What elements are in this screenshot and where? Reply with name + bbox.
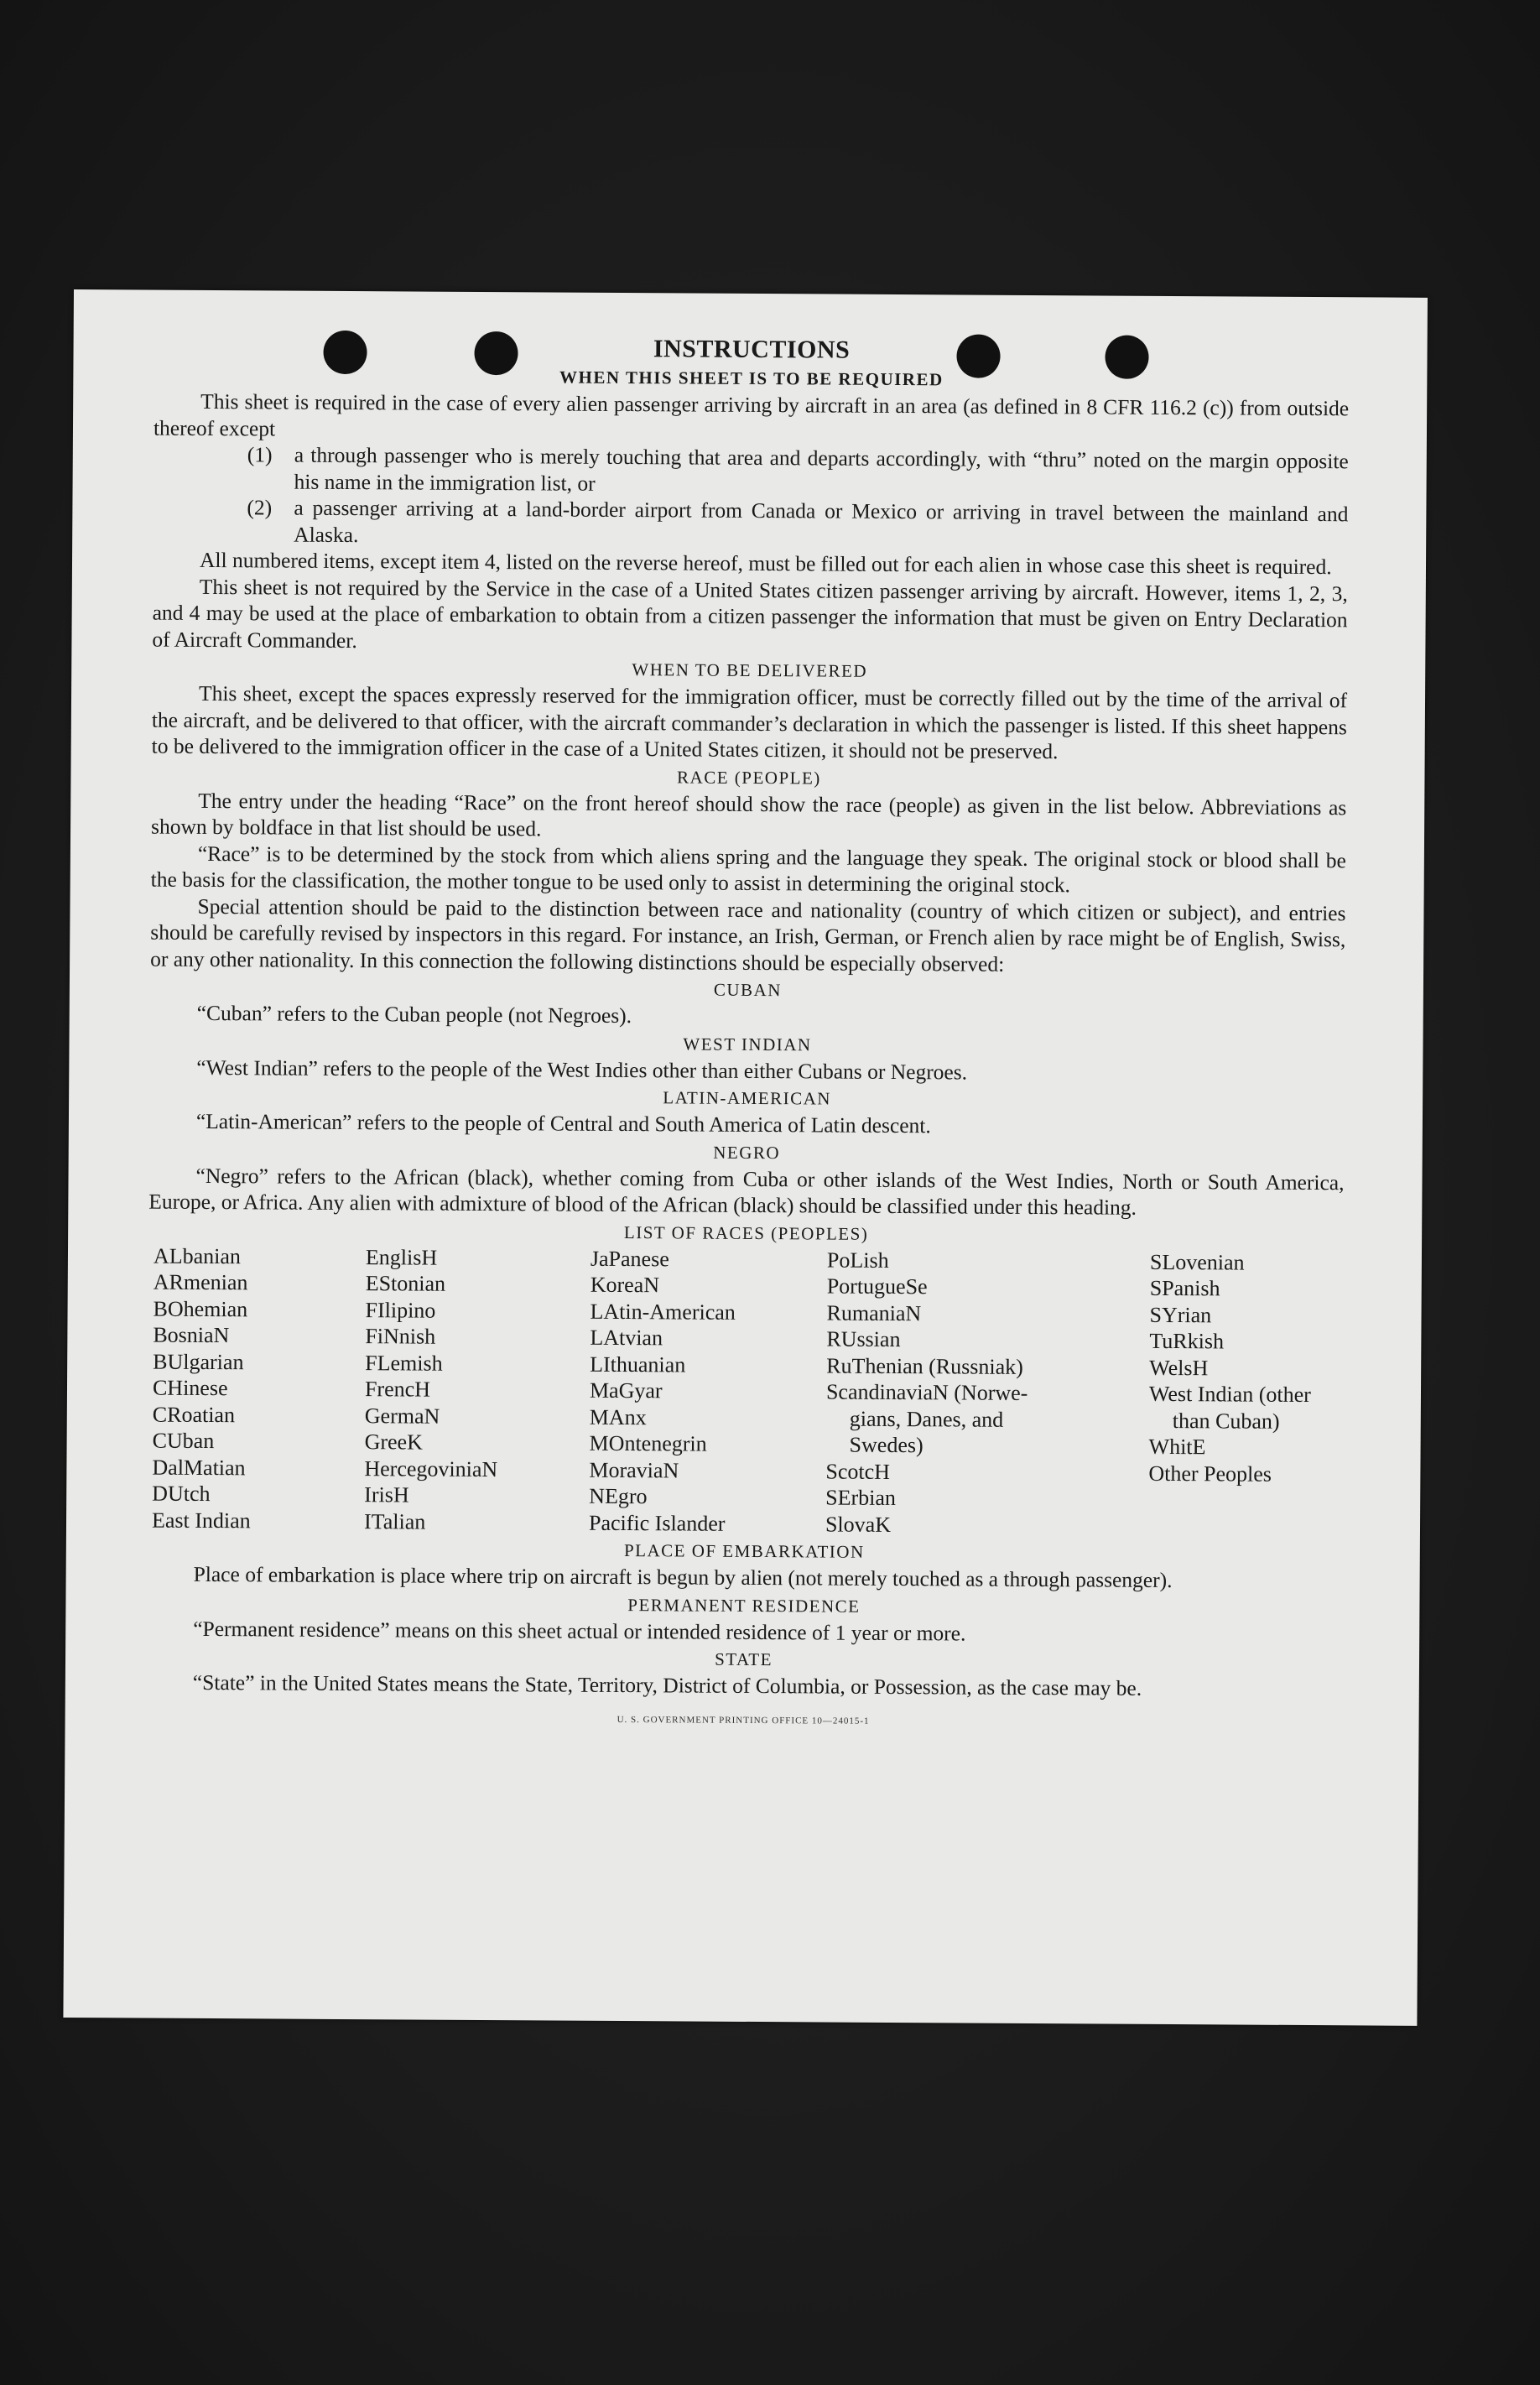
heading-state: STATE [715, 1648, 773, 1670]
paragraph-negro: “Negro” refers to the African (black), whether coming from Cuba or other islands of the West Indies, North or South America, Europe, or Africa. Any alien with admixture of blood of the African (black) should be classified under this heading. [148, 1163, 1345, 1220]
list-item [247, 494, 1348, 554]
race-entry: WhitE [1148, 1434, 1206, 1460]
heading-when-delivered: WHEN TO BE DELIVERED [632, 659, 868, 681]
heading-cuban: CUBAN [713, 979, 782, 1001]
race-entry: KoreaN [590, 1272, 660, 1298]
paragraph-embarkation: Place of embarkation is place where trip on aircraft is begun by alien (not merely touched as a through passenger). [193, 1561, 1173, 1593]
race-entry: TuRkish [1149, 1328, 1225, 1354]
race-entry: DalMatian [152, 1455, 246, 1480]
race-entry: MaGyar [589, 1377, 663, 1403]
race-entry: MAnx [589, 1404, 647, 1429]
race-entry: Other Peoples [1148, 1461, 1272, 1487]
list-item [247, 441, 1349, 501]
races-column [589, 1245, 827, 1537]
page-title: INSTRUCTIONS [653, 335, 851, 364]
race-entry: RumaniaN [826, 1300, 922, 1325]
item-number: (2) [247, 495, 273, 520]
paragraph-cuban: “Cuban” refers to the Cuban people (not Negroes). [196, 1000, 632, 1028]
race-entry: DUtch [152, 1481, 211, 1507]
heading-list-of-races: LIST OF RACES (PEOPLES) [623, 1221, 869, 1244]
paragraph-race-2: “Race” is to be determined by the stock from which aliens spring and the language they speak. The original stock or blood shall be the basis for the classification, the mother tongue to be used only to assist in determining the original stock. [150, 841, 1346, 898]
race-entry: FiNnish [365, 1324, 436, 1349]
race-entry: WelsH [1149, 1355, 1209, 1380]
printer-imprint: U. S. GOVERNMENT PRINTING OFFICE 10—24015-1 [617, 1714, 870, 1726]
race-entry: West Indian (other [1148, 1381, 1311, 1408]
races-column [1148, 1248, 1351, 1540]
race-entry: LAtin-American [590, 1299, 736, 1325]
race-entry: FrencH [364, 1377, 431, 1402]
race-entry: MoraviaN [589, 1457, 679, 1482]
paragraph-race-3: Special attention should be paid to the distinction between race and nationality (country of which citizen or subject), and entries should be carefully revised by inspectors in this regard. For instance, an Irish, German, or French alien by race might be of English, Swiss, or any other nationality. In this connection the following distinctions should be especially observed: [150, 893, 1346, 976]
race-entry: IrisH [364, 1482, 409, 1508]
race-entry: RuThenian (Russniak) [826, 1353, 1023, 1379]
item-text: a through passenger who is merely touching that area and departs accordingly, with “thru” noted on the margin opposite his name in the immigration list, or [294, 442, 1349, 496]
race-entry: EStonian [365, 1271, 446, 1296]
heading-west-indian: WEST INDIAN [683, 1033, 812, 1055]
heading-race: RACE (PEOPLE) [677, 766, 821, 788]
race-entry: Swedes) [849, 1432, 923, 1458]
race-entry: CHinese [152, 1375, 228, 1401]
race-entry: MOntenegrin [589, 1430, 707, 1456]
races-column [152, 1242, 366, 1534]
race-entry: FLemish [365, 1350, 443, 1376]
race-entry: FIlipino [365, 1297, 436, 1323]
race-entry: CUban [152, 1428, 215, 1454]
races-list [152, 1242, 1344, 1540]
race-entry: JaPanese [590, 1246, 669, 1271]
race-entry: SlovaK [825, 1512, 892, 1537]
race-entry: SLovenian [1149, 1249, 1245, 1275]
race-entry: ITalian [363, 1508, 426, 1534]
paragraph-citizen: This sheet is not required by the Service in the case of a United States citizen passenger arriving by aircraft. However, items 1, 2, 3, and 4 may be used at the place of embarkation to obtain from a citizen passenger the information that must be given on Entry Declaration of Aircraft Commander. [152, 574, 1348, 653]
race-entry: SPanish [1149, 1275, 1220, 1301]
race-entry: GermaN [364, 1403, 440, 1429]
race-entry: PortugueSe [826, 1273, 928, 1299]
race-entry: BosniaN [153, 1322, 230, 1348]
race-entry: ARmenian [153, 1269, 248, 1295]
paragraph-numbered-items: All numbered items, except item 4, listed on the reverse hereof, must be filled out for each alien in whose case this sheet is required. [199, 547, 1332, 580]
race-entry: BUlgarian [153, 1349, 244, 1374]
item-number: (1) [247, 442, 273, 467]
races-column [364, 1244, 591, 1536]
race-entry: GreeK [364, 1429, 423, 1455]
heading-residence: PERMANENT RESIDENCE [627, 1594, 861, 1617]
paragraph-west-indian: “West Indian” refers to the people of the West Indies other than either Cubans or Negroes. [196, 1055, 968, 1085]
race-entry: gians, Danes, and [849, 1406, 1004, 1432]
heading-when-required: WHEN THIS SHEET IS TO BE REQUIRED [559, 367, 944, 390]
paragraph-required-intro: This sheet is required in the case of every alien passenger arriving by aircraft in an area (as defined in 8 CFR 116.2 (c)) from outside thereof except [153, 388, 1350, 440]
race-entry: ALbanian [153, 1243, 242, 1268]
race-entry: PoLish [826, 1247, 889, 1273]
document-body [146, 332, 1350, 1738]
heading-embarkation: PLACE OF EMBARKATION [623, 1540, 865, 1562]
race-entry: ScotcH [825, 1459, 891, 1484]
race-entry: SYrian [1149, 1302, 1212, 1327]
race-entry: NEgro [589, 1483, 648, 1509]
paragraph-race-1: The entry under the heading “Race” on the front hereof should show the race (people) as given in the list below. Abbreviations as shown by boldface in that list should be used. [151, 788, 1347, 841]
paragraph-state: “State” in the United States means the State, Territory, District of Columbia, or Possession, as the case may be. [192, 1669, 1142, 1700]
race-entry: BOhemian [153, 1296, 248, 1321]
race-entry: ScandinaviaN (Norwe- [825, 1379, 1028, 1405]
instruction-sheet [63, 289, 1428, 2026]
paragraph-residence: “Permanent residence” means on this sheet actual or intended residence of 1 year or more. [193, 1616, 966, 1646]
race-entry: LAtvian [590, 1325, 663, 1351]
heading-latin-american: LATIN-AMERICAN [663, 1087, 832, 1109]
race-entry: HercegoviniaN [364, 1455, 498, 1482]
races-column [825, 1247, 1150, 1539]
race-entry: Pacific Islander [588, 1510, 726, 1536]
paragraph-latin-american: “Latin-American” refers to the people of Central and South America of Latin descent. [195, 1108, 931, 1138]
race-entry: East Indian [151, 1508, 251, 1533]
race-entry: SErbian [825, 1485, 897, 1511]
race-entry: CRoatian [152, 1402, 236, 1427]
race-entry: LIthuanian [590, 1351, 686, 1377]
paragraph-delivered: This sheet, except the spaces expressly reserved for the immigration officer, must be correctly filled out by the time of the arrival of the aircraft, and be delivered to that officer, with the aircraft commander’s declaration in which the passenger is listed. If this sheet happens to be delivered to the immigration officer in the case of a United States citizen, it should not be preserved. [151, 680, 1348, 764]
item-text: a passenger arriving at a land-border airport from Canada or Mexico or arriving in travel between the mainland and Alaska. [294, 495, 1349, 547]
race-entry: EnglisH [365, 1244, 438, 1270]
race-entry: RUssian [826, 1326, 901, 1352]
race-entry: than Cuban) [1172, 1408, 1280, 1434]
heading-negro: NEGRO [713, 1142, 781, 1163]
